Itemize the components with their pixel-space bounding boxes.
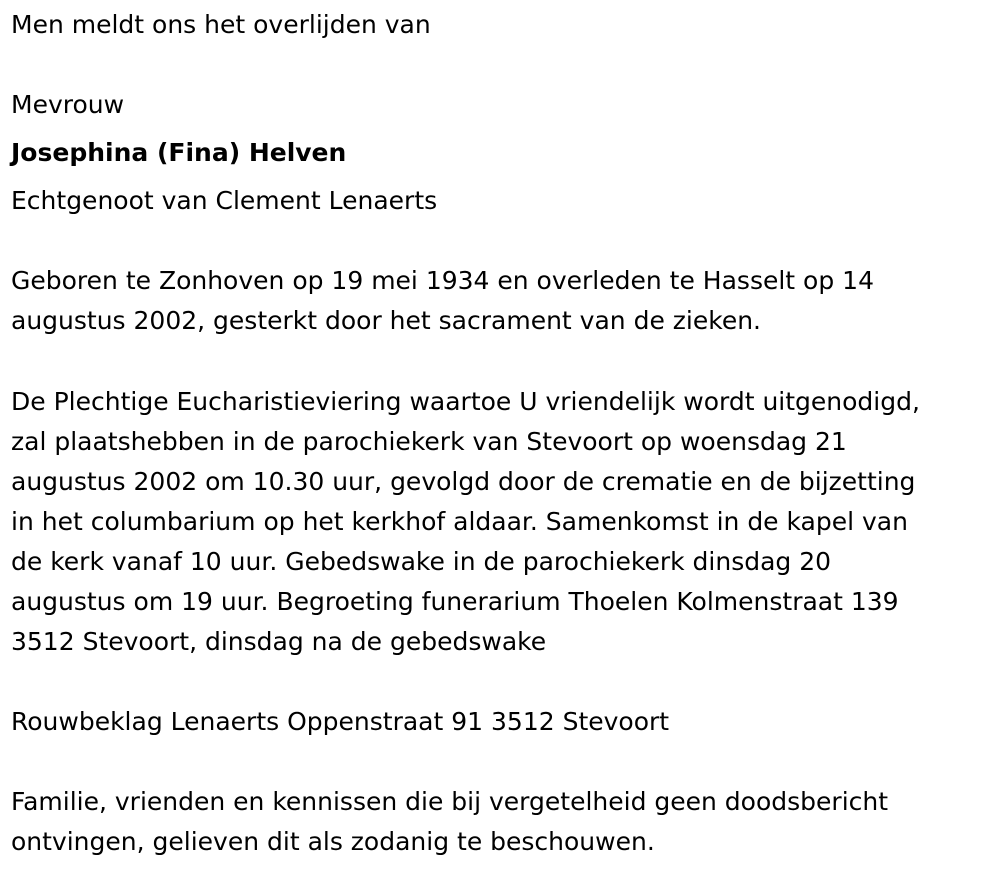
closing-line: ontvingen, gelieven dit als zodanig te beschouwen. (11, 827, 655, 856)
intro-text: Men meldt ons het overlijden van (11, 10, 431, 39)
closing-line: Familie, vrienden en kennissen die bij vergetelheid geen doodsbericht (11, 787, 889, 816)
ceremony-line: 3512 Stevoort, dinsdag na de gebedswake (11, 627, 547, 656)
salutation: Mevrouw (11, 90, 125, 119)
birth-paragraph (11, 261, 874, 341)
address-line: Rouwbeklag Lenaerts Oppenstraat 91 3512 Stevoort (11, 707, 670, 736)
ceremony-line: de kerk vanaf 10 uur. Gebedswake in de parochiekerk dinsdag 20 (11, 547, 832, 576)
spouse-text: Echtgenoot van Clement Lenaerts (11, 186, 438, 215)
ceremony-line: De Plechtige Eucharistieviering waartoe U vriendelijk wordt uitgenodigd, (11, 387, 920, 416)
ceremony-line: augustus 2002 om 10.30 uur, gevolgd door de crematie en de bijzetting (11, 467, 916, 496)
deceased-name: Josephina (Fina) Helven (11, 138, 347, 167)
closing-paragraph (11, 782, 888, 862)
address-paragraph (11, 702, 669, 742)
ceremony-line: zal plaatshebben in de parochiekerk van Stevoort op woensdag 21 (11, 427, 847, 456)
birth-line: Geboren te Zonhoven op 19 mei 1934 en overleden te Hasselt op 14 (11, 266, 874, 295)
ceremony-paragraph (11, 382, 920, 662)
ceremony-line: in het columbarium op het kerkhof aldaar. Samenkomst in de kapel van (11, 507, 908, 536)
ceremony-line: augustus om 19 uur. Begroeting funerarium Thoelen Kolmenstraat 139 (11, 587, 899, 616)
birth-line: augustus 2002, gesterkt door het sacrament van de zieken. (11, 306, 761, 335)
